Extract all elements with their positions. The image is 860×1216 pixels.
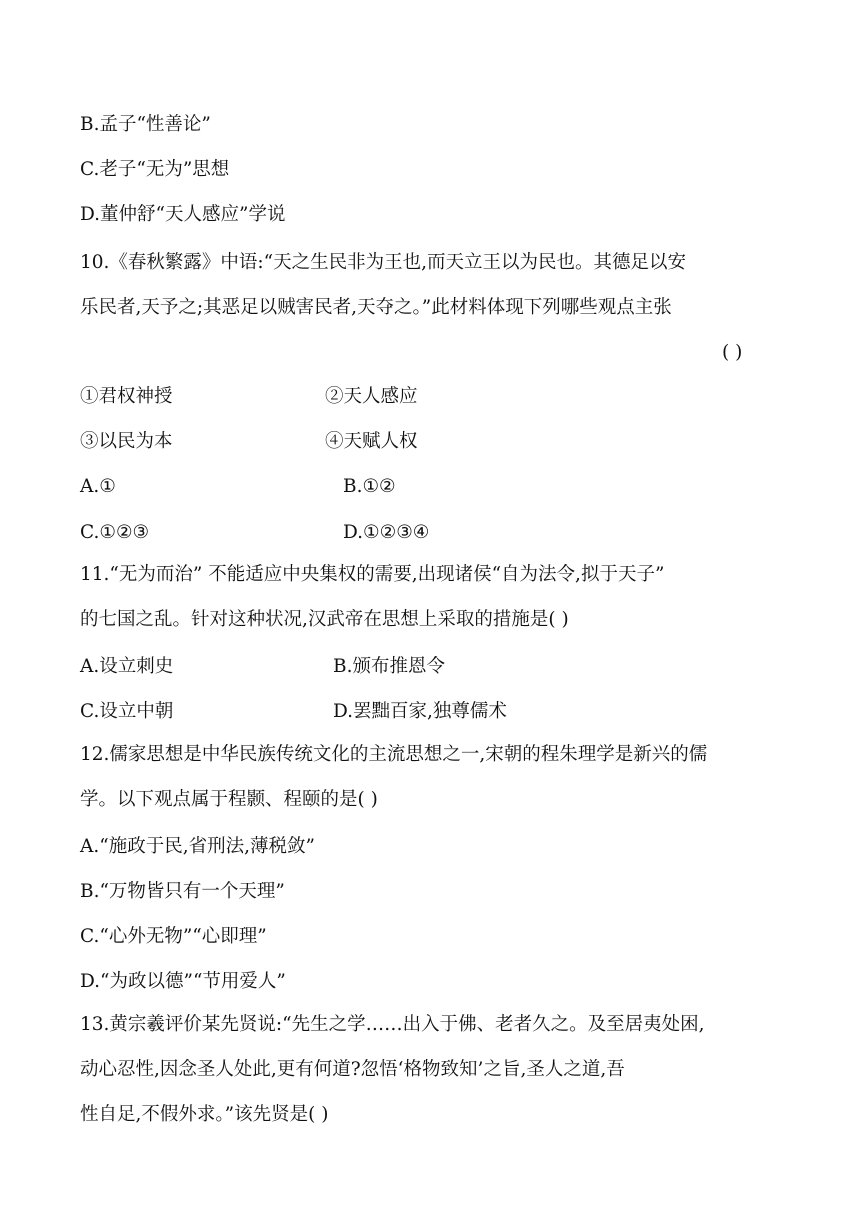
option-9b: B.孟子“性善论” [80,114,211,135]
option-12b: B.“万物皆只有一个天理” [80,881,285,902]
option-11a: A.设立刺史 [80,656,174,677]
question-12-line-1: 12.儒家思想是中华民族传统文化的主流思想之一,宋朝的程朱理学是新兴的儒 [80,744,708,765]
option-9c: C.老子“无为”思想 [80,159,230,180]
option-12d: D.“为政以德”“节用爱人” [80,971,286,992]
option-9d: D.董仲舒“天人感应”学说 [80,204,286,225]
option-10c: C.①②③ [80,522,150,543]
answer-bracket-10: ( ) [722,342,743,363]
option-10d: D.①②③④ [343,522,430,543]
item-10-2: ②天人感应 [325,386,418,407]
option-11d: D.罢黜百家,独尊儒术 [333,701,507,722]
option-12a: A.“施政于民,省刑法,薄税敛” [80,836,315,857]
question-10-line-1: 10.《春秋繁露》中语:“天之生民非为王也,而天立王以为民也。其德足以安 [80,252,686,273]
question-13-line-1: 13.黄宗羲评价某先贤说:“先生之学……出入于佛、老者久之。及至居夷处困, [80,1014,705,1035]
option-10b: B.①② [343,476,396,497]
question-13-line-2: 动心忍性,因念圣人处此,更有何道?忽悟‘格物致知’之旨,圣人之道,吾 [80,1059,625,1080]
item-10-3: ③以民为本 [80,431,173,452]
question-12-line-2: 学。以下观点属于程颢、程颐的是( ) [80,789,378,810]
question-13-line-3: 性自足,不假外求。”该先贤是( ) [80,1104,329,1125]
option-11c: C.设立中朝 [80,701,174,722]
question-10-line-2: 乐民者,天予之;其恶足以贼害民者,天夺之。”此材料体现下列哪些观点主张 [80,297,672,318]
item-10-4: ④天赋人权 [325,431,418,452]
option-11b: B.颁布推恩令 [333,656,445,677]
option-10a: A.① [80,476,116,497]
option-12c: C.“心外无物”“心即理” [80,926,267,947]
question-11-line-2: 的七国之乱。针对这种状况,汉武帝在思想上采取的措施是( ) [80,609,569,630]
question-11-line-1: 11.“无为而治” 不能适应中央集权的需要,出现诸侯“自为法令,拟于天子” [80,564,665,585]
item-10-1: ①君权神授 [80,386,173,407]
